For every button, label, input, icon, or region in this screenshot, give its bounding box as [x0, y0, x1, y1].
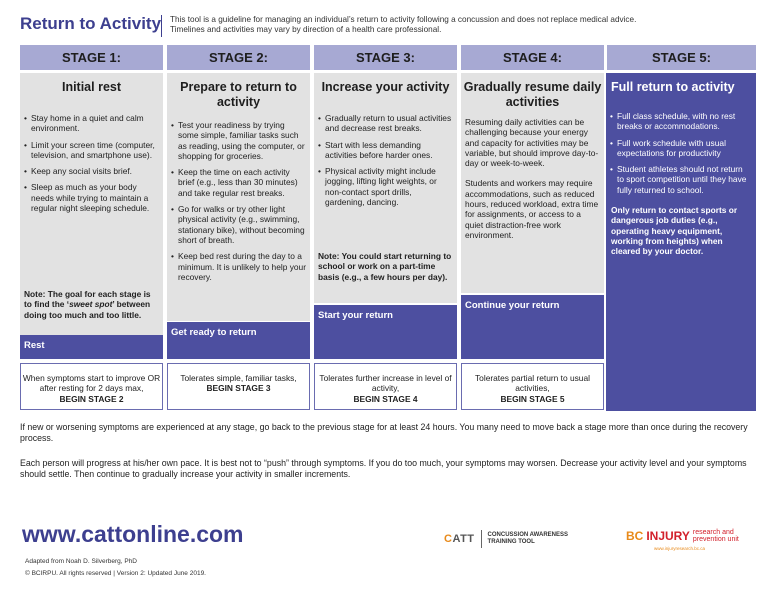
copyright: © BCIRPU. All rights reserved | Version 2: Updated June 2019.: [25, 570, 206, 577]
catt-mark: CATT: [444, 533, 475, 545]
stage-1-progress: When symptoms start to improve OR after resting for 2 days max, BEGIN STAGE 2: [20, 363, 163, 410]
stage-5-clearance-note: Only return to contact sports or dangerous job duties (e.g., operating heavy equipment, working from heights) when cleared by your doctor.: [611, 205, 738, 257]
list-item: • Student athletes should not return to sport competition until they have fully returned to school.: [610, 164, 752, 195]
disclaimer-line-1: This tool is a guideline for managing an individual’s return to activity following a concussion and does not replace medical advice.: [170, 15, 637, 24]
stage-2-column: [167, 73, 310, 321]
bc-injury-logo: BC INJURY research and prevention unit www.injuryresearch.bc.ca: [626, 529, 739, 551]
stage-2-title: Prepare to return to activity: [180, 80, 297, 109]
stage-1-column: [20, 73, 163, 335]
stage-4-progress: Tolerates partial return to usual activities, BEGIN STAGE 5: [461, 363, 604, 410]
stage-3-column: [314, 73, 457, 303]
footer-paragraph-1: If new or worsening symptoms are experienced at any stage, go back to the previous stage for at least 24 hours. You many need to move back a stage more than once during the recovery process.: [20, 422, 748, 443]
list-item: • Go for walks or try other light physical activity (e.g., swimming, stationary bike), without becoming short of breath.: [171, 204, 306, 245]
header-divider: [161, 15, 162, 37]
stage-1-header: STAGE 1:: [20, 45, 163, 70]
list-item: • Start with less demanding activities before harder ones.: [318, 140, 453, 161]
stage-2-bullets: [167, 120, 310, 282]
stage-2-progress: Tolerates simple, familiar tasks, BEGIN STAGE 3: [167, 363, 310, 410]
disclaimer-line-2: Timelines and activities may vary by direction of a health care professional.: [170, 25, 442, 34]
stage-1-title: Initial rest: [61, 80, 122, 94]
stage-2-bar: Get ready to return: [167, 322, 310, 359]
stage-1-bar: Rest: [20, 335, 163, 359]
begin-stage-2: BEGIN STAGE 2: [59, 393, 124, 404]
stage-4-title: Gradually resume daily activities: [463, 80, 602, 109]
footer-paragraph-2: Each person will progress at his/her own pace. It is best not to “push” through symptoms. If you do too much, your symptoms may worsen. Decrease your activity level and your symptoms should settle. Then continue to gradually increase your activity in smaller increments.: [20, 458, 747, 479]
stage-4-paragraph-2: Students and workers may require accommodations, such as reduced hours, reduced workload, extra time for assignments, or access to a quiet distraction-free work environment.: [465, 178, 599, 240]
stage-3-bullets: [314, 113, 457, 207]
stage-4-header: STAGE 4:: [461, 45, 604, 70]
stage-5-title: Full return to activity: [611, 80, 735, 94]
list-item: • Test your readiness by trying some simple, familiar tasks such as reading, using the computer, or shopping for groceries.: [171, 120, 306, 161]
stage-4-paragraph-1: Resuming daily activities can be challenging because your energy and capacity for activities may be variable, but should improve day-to-day or week-to-week.: [465, 117, 599, 169]
stage-3-bar: Start your return: [314, 305, 457, 359]
adapted-credit: Adapted from Noah D. Silverberg, PhD: [25, 558, 137, 565]
list-item: • Physical activity might include jogging, lifting light weights, or non-contact sport drills, gardening, dancing.: [318, 166, 453, 207]
stage-3-header: STAGE 3:: [314, 45, 457, 70]
catt-wordmark: CONCUSSION AWARENESS TRAINING TOOL: [487, 532, 568, 545]
stage-5-header: STAGE 5:: [607, 45, 756, 70]
website-link[interactable]: www.cattonline.com: [22, 521, 244, 547]
list-item: • Sleep as much as your body needs while trying to maintain a regular night sleeping schedule.: [24, 182, 159, 213]
begin-stage-5: BEGIN STAGE 5: [500, 393, 565, 404]
list-item: • Stay home in a quiet and calm environment.: [24, 113, 159, 134]
list-item: • Full class schedule, with no rest breaks or accommodations.: [610, 111, 752, 132]
stage-3-note: Note: You could start returning to school or work on a part-time basis (e.g., a few hours per day).: [318, 251, 452, 282]
list-item: • Keep any social visits brief.: [24, 166, 159, 176]
stage-5-column: [606, 73, 756, 411]
begin-stage-4: BEGIN STAGE 4: [353, 393, 418, 404]
list-item: • Keep bed rest during the day to a minimum. It is unlikely to help your recovery.: [171, 251, 306, 282]
stage-2-header: STAGE 2:: [167, 45, 310, 70]
stage-4-bar: Continue your return: [461, 295, 604, 359]
list-item: • Limit your screen time (computer, television, and smartphone use).: [24, 140, 159, 161]
begin-stage-3: BEGIN STAGE 3: [206, 383, 271, 394]
list-item: • Keep the time on each activity brief (e.g., less than 30 minutes) and take regular rest breaks.: [171, 167, 306, 198]
stage-1-bullets: [20, 113, 163, 213]
stage-1-note: Note: The goal for each stage is to find the ‘sweet spot’ between doing too much and too little.: [24, 289, 151, 320]
page-title: Return to Activity: [20, 14, 162, 33]
stage-3-progress: Tolerates further increase in level of activity, BEGIN STAGE 4: [314, 363, 457, 410]
stage-5-bullets: [606, 111, 756, 195]
stage-4-column: [461, 73, 604, 293]
header-disclaimer: [170, 15, 750, 35]
catt-logo: [444, 530, 568, 548]
stage-3-title: Increase your activity: [321, 80, 450, 94]
list-item: • Full work schedule with usual expectations for productivity: [610, 138, 752, 159]
list-item: • Gradually return to usual activities and decrease rest breaks.: [318, 113, 453, 134]
